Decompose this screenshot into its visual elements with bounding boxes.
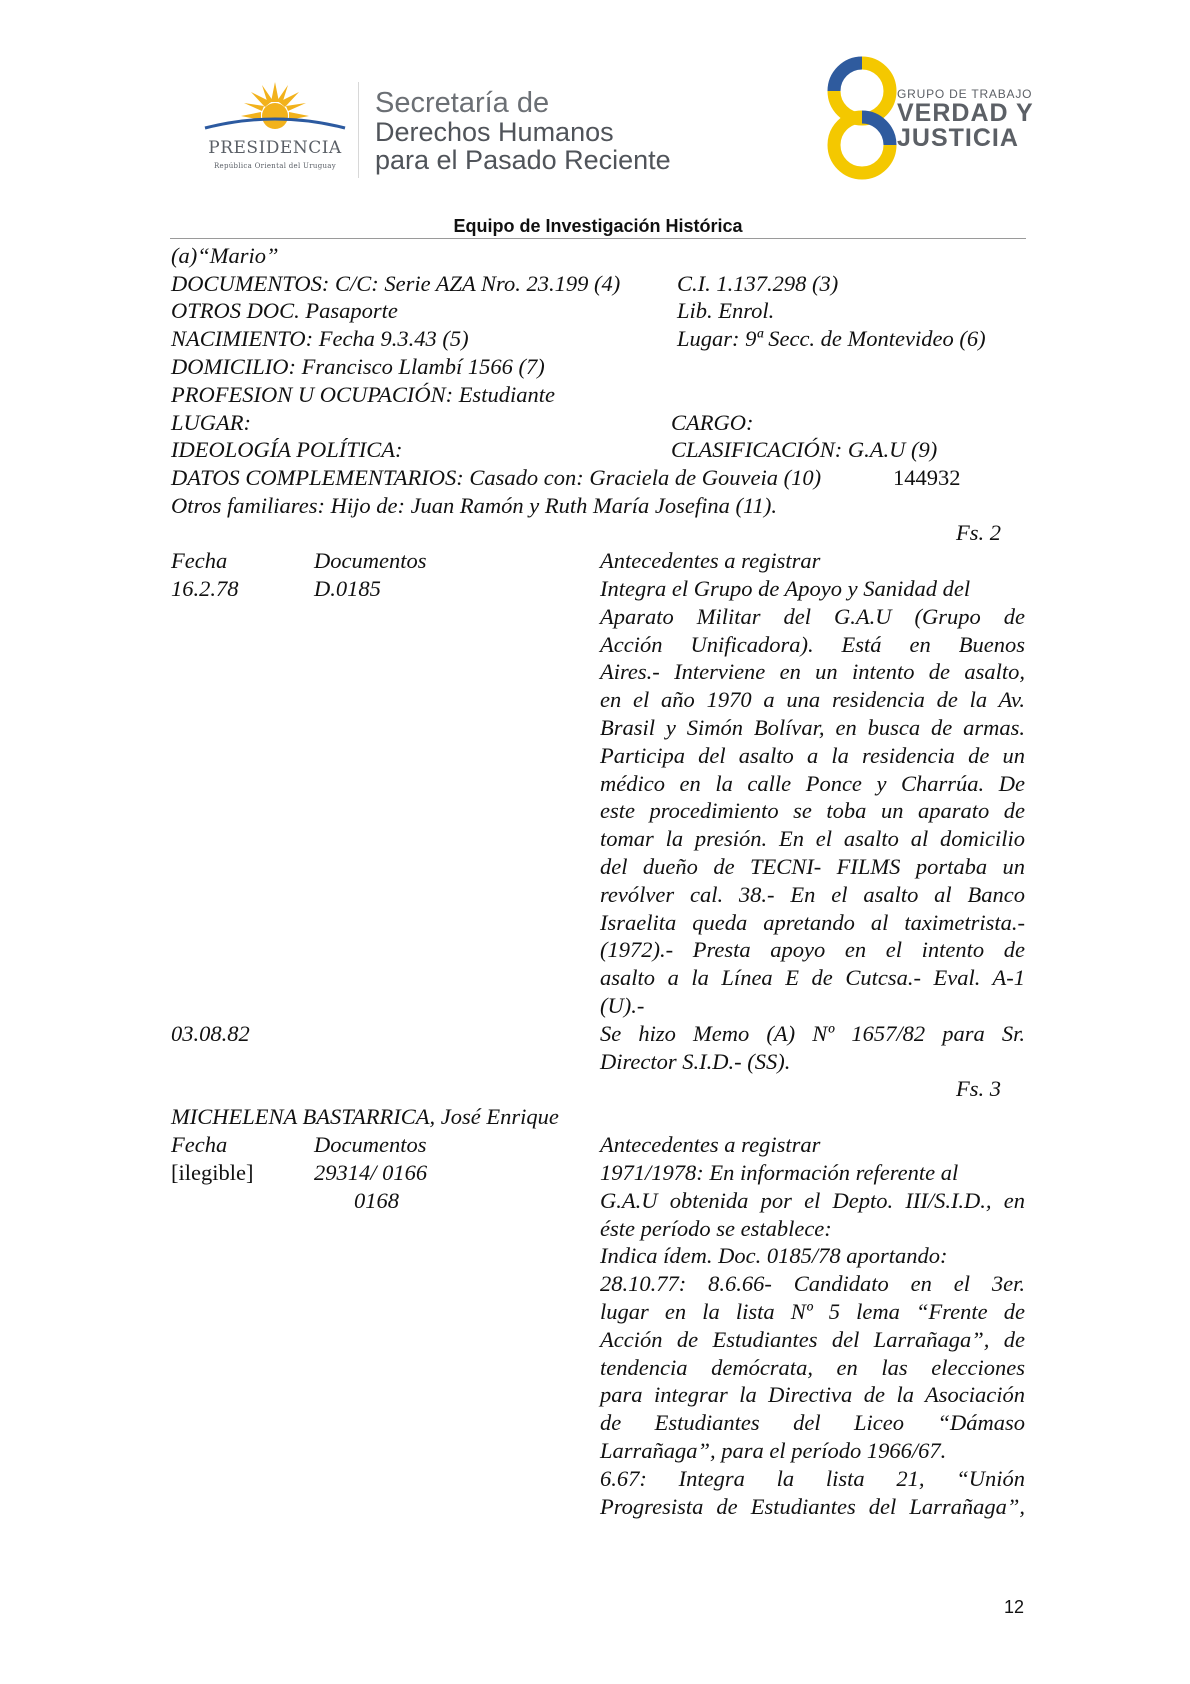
text-line: del dueño de TECNI- FILMS portaba un [600, 853, 1025, 879]
col-antecedentes: Antecedentes a registrar [600, 548, 821, 573]
secretaria-line-2: Derechos Humanos [375, 117, 614, 147]
text-line: de Estudiantes del Liceo “Dámaso [600, 1410, 1025, 1436]
col-documentos-2: Documentos [314, 1132, 427, 1157]
record-2-doc-1: 29314/ 0166 [314, 1160, 428, 1185]
entry-1-date: 16.2.78 [171, 576, 239, 601]
cedula: C.I. 1.137.298 (3) [677, 271, 839, 296]
clasificacion: CLASIFICACIÓN: G.A.U (9) [671, 437, 938, 462]
secretaria-line-3: para el Pasado Reciente [375, 145, 671, 175]
documentos: DOCUMENTOS: C/C: Serie AZA Nro. 23.199 (4) [171, 271, 621, 296]
text-line: Larrañaga”, para el período 1966/67. [600, 1437, 947, 1463]
folio-3: Fs. 3 [956, 1076, 1001, 1101]
letterhead [0, 0, 1190, 236]
text-line: (U).- [600, 992, 645, 1018]
otros-documentos: OTROS DOC. Pasaporte [171, 298, 398, 323]
profesion: PROFESION U OCUPACIÓN: Estudiante [171, 382, 555, 407]
secretaria-title [375, 88, 671, 174]
datos-number: 144932 [893, 465, 961, 490]
text-line: en el año 1970 a una residencia de la Av. [600, 687, 1025, 713]
text-line: asalto a la Línea E de Cutcsa.- Eval. A-1 [600, 965, 1025, 991]
presidencia-logo [195, 80, 355, 180]
text-line: Se hizo Memo (A) Nº 1657/82 para Sr. [600, 1021, 1025, 1046]
text-line: médico en la calle Ponce y Charrúa. De [600, 770, 1025, 796]
verdad-justicia-logo-icon [822, 55, 902, 181]
text-line: Brasil y Simón Bolívar, en busca de armas. [600, 714, 1025, 740]
text-line: 6.67: Integra la lista 21, “Unión [600, 1465, 1025, 1491]
col-fecha: Fecha [171, 548, 228, 573]
entry-1-doc: D.0185 [314, 576, 381, 601]
header-rule [170, 238, 1026, 239]
col-antecedentes-2: Antecedentes a registrar [600, 1132, 821, 1157]
secretaria-line-1: Secretaría de [375, 87, 550, 119]
datos-complementarios: DATOS COMPLEMENTARIOS: Casado con: Graciela de Gouveia (10) [171, 465, 822, 490]
text-line: G.A.U obtenida por el Depto. III/S.I.D., en [600, 1187, 1025, 1213]
text-line: para integrar la Directiva de la Asociación [600, 1382, 1025, 1408]
text-line: Acción Unificadora). Está en Buenos [600, 631, 1025, 657]
record-2-doc-2: 0168 [354, 1188, 399, 1213]
text-line: revólver cal. 38.- En el asalto al Banco [600, 881, 1025, 907]
gtvj-line-1: GRUPO DE TRABAJO [897, 87, 1033, 101]
nacimiento: NACIMIENTO: Fecha 9.3.43 (5) [171, 326, 469, 351]
record-2-text [600, 1159, 1025, 1520]
entry-2-date: 03.08.82 [171, 1021, 250, 1046]
text-line: Indica ídem. Doc. 0185/78 aportando: [600, 1243, 948, 1269]
presidencia-subtitle: República Oriental del Uruguay [213, 162, 337, 170]
record-2-name: MICHELENA BASTARRICA, José Enrique [171, 1104, 559, 1129]
verdad-justicia-title [897, 88, 1034, 151]
entry-2-text [600, 1020, 1025, 1076]
sun-icon [195, 80, 355, 140]
col-fecha-2: Fecha [171, 1132, 228, 1157]
col-documentos: Documentos [314, 548, 427, 573]
text-line: Aparato Militar del G.A.U (Grupo de [600, 603, 1025, 629]
text-line: (1972).- Presta apoyo en el intento de [600, 937, 1025, 963]
text-line: éste período se establece: [600, 1215, 832, 1241]
text-line: Aires.- Interviene en un intento de asalto, [600, 659, 1025, 685]
alias: (a)“Mario” [171, 243, 279, 268]
page-number: 12 [1004, 1597, 1025, 1617]
libreta-enrolamiento: Lib. Enrol. [677, 298, 775, 323]
text-line: Integra el Grupo de Apoyo y Sanidad del [600, 576, 971, 601]
cargo: CARGO: [671, 410, 754, 435]
lugar: LUGAR: [171, 410, 251, 435]
otros-familiares: Otros familiares: Hijo de: Juan Ramón y Ruth María Josefina (11). [171, 493, 777, 518]
text-line: Israelita queda apretando al taximetrista.- [600, 909, 1025, 935]
text-line: lugar en la lista Nº 5 lema “Frente de [600, 1298, 1025, 1324]
text-line: Progresista de Estudiantes del Larrañaga”, [600, 1493, 1025, 1519]
text-line: tendencia demócrata, en las elecciones [600, 1354, 1025, 1380]
team-heading: Equipo de Investigación Histórica [453, 216, 743, 236]
gtvj-line-3: JUSTICIA [897, 124, 1019, 152]
folio-2: Fs. 2 [956, 520, 1001, 545]
text-line: Participa del asalto a la residencia de un [600, 742, 1025, 768]
text-line: 1971/1978: En información referente al [600, 1160, 959, 1185]
text-line: Acción de Estudiantes del Larrañaga”, de [600, 1326, 1025, 1352]
domicilio: DOMICILIO: Francisco Llambí 1566 (7) [171, 354, 545, 379]
header-divider [358, 82, 359, 178]
ideologia: IDEOLOGÍA POLÍTICA: [171, 437, 403, 462]
text-line: 28.10.77: 8.6.66- Candidato en el 3er. [600, 1271, 1025, 1297]
gtvj-line-2: VERDAD Y [897, 99, 1034, 127]
entry-1-text [600, 575, 1025, 1020]
presidencia-text: PRESIDENCIA [208, 138, 342, 158]
text-line: este procedimiento se toba un aparato de [600, 798, 1025, 824]
text-line: tomar la presión. En el asalto al domicilio [600, 826, 1025, 852]
text-line: Director S.I.D.- (SS). [600, 1048, 791, 1074]
record-2-date: [ilegible] [171, 1160, 254, 1185]
lugar-nacimiento: Lugar: 9ª Secc. de Montevideo (6) [677, 326, 986, 351]
